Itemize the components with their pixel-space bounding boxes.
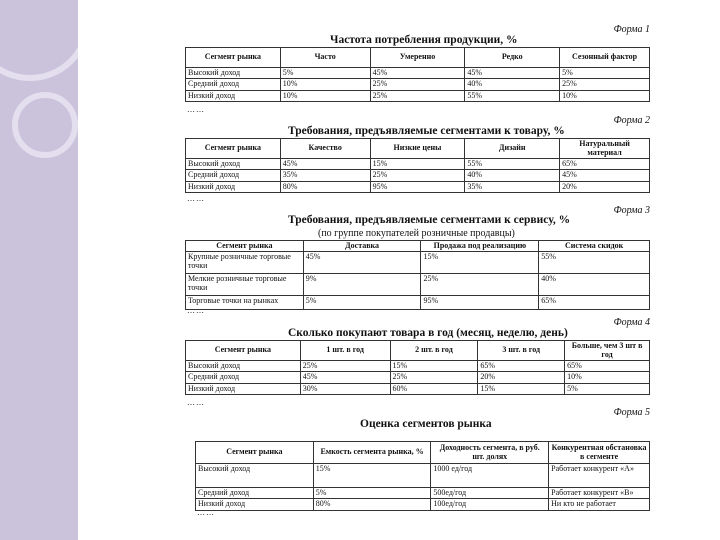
- table-cell: Низкий доход: [186, 90, 281, 101]
- table-cell: 20%: [478, 372, 565, 383]
- table-cell: Низкий доход: [186, 383, 301, 394]
- ellipsis: ……: [187, 194, 205, 203]
- table-cell: 55%: [465, 159, 560, 170]
- table-cell: 35%: [465, 181, 560, 192]
- ellipsis: ……: [197, 508, 215, 517]
- table-cell: Торговые точки на рынках: [186, 296, 304, 310]
- table-header-row: [196, 442, 650, 464]
- column-header: Сегмент рынка: [186, 241, 304, 252]
- column-header: Низкие цены: [370, 139, 465, 159]
- table-cell: Мелкие розничные торговые точки: [186, 274, 304, 296]
- table-row: [186, 170, 650, 181]
- column-header: Сезонный фактор: [560, 48, 650, 68]
- form-1-label: Форма 1: [613, 24, 650, 35]
- column-header: Система скидок: [539, 241, 650, 252]
- table-cell: 25%: [370, 170, 465, 181]
- table-row: [186, 274, 650, 296]
- table-header-row: [186, 341, 650, 361]
- table-cell: 65%: [565, 361, 650, 372]
- form-2-title: Требования, предъявляемые сегментами к товару, %: [288, 125, 565, 137]
- table-cell: Ни кто не работает: [549, 499, 650, 510]
- decorative-sidebar: [0, 0, 80, 540]
- table-cell: 40%: [465, 170, 560, 181]
- column-header: Доставка: [303, 241, 421, 252]
- table-row: [186, 252, 650, 274]
- table-cell: 15%: [313, 464, 431, 488]
- table-row: [196, 464, 650, 488]
- table-cell: 15%: [390, 361, 478, 372]
- table-cell: 65%: [539, 296, 650, 310]
- column-header: Качество: [280, 139, 370, 159]
- table-cell: 30%: [300, 383, 390, 394]
- table-cell: Высокий доход: [186, 361, 301, 372]
- form-2-table: [185, 138, 650, 193]
- table-cell: 95%: [370, 181, 465, 192]
- table-cell: 55%: [465, 90, 560, 101]
- table-cell: 500ед/год: [431, 488, 549, 499]
- column-header: Доходность сегмента, в руб. шт. долях: [431, 442, 549, 464]
- table-cell: Средний доход: [186, 79, 281, 90]
- form-3-title: Требования, предъявляемые сегментами к сервису, %: [288, 214, 571, 226]
- column-header: Больше, чем 3 шт в год: [565, 341, 650, 361]
- table-cell: 9%: [303, 274, 421, 296]
- table-cell: 45%: [300, 372, 390, 383]
- table-row: [186, 159, 650, 170]
- table-cell: Средний доход: [186, 372, 301, 383]
- column-header: 2 шт. в год: [390, 341, 478, 361]
- table-cell: Высокий доход: [196, 464, 314, 488]
- column-header: Емкость сегмента рынка, %: [313, 442, 431, 464]
- column-header: Умеренно: [370, 48, 465, 68]
- table-cell: 5%: [303, 296, 421, 310]
- table-cell: 15%: [478, 383, 565, 394]
- table-cell: 45%: [280, 159, 370, 170]
- table-cell: 65%: [478, 361, 565, 372]
- form-4-table: [185, 340, 650, 395]
- table-row: [186, 181, 650, 192]
- column-header: Сегмент рынка: [196, 442, 314, 464]
- table-cell: 80%: [280, 181, 370, 192]
- table-cell: 5%: [565, 383, 650, 394]
- table-cell: 45%: [370, 68, 465, 79]
- table-cell: 40%: [539, 274, 650, 296]
- table-cell: 65%: [560, 159, 650, 170]
- form-1-title: Частота потребления продукции, %: [330, 34, 518, 46]
- table-cell: 40%: [465, 79, 560, 90]
- table-cell: Высокий доход: [186, 68, 281, 79]
- table-cell: 25%: [370, 90, 465, 101]
- column-header: Сегмент рынка: [186, 48, 281, 68]
- column-header: Продажа под реализацию: [421, 241, 539, 252]
- ellipsis: ……: [187, 306, 205, 315]
- table-row: [186, 90, 650, 101]
- form-3-subtitle: (по группе покупателей розничные продавцы): [318, 228, 515, 239]
- table-cell: 60%: [390, 383, 478, 394]
- form-5-title: Оценка сегментов рынка: [360, 418, 492, 430]
- table-cell: Высокий доход: [186, 159, 281, 170]
- column-header: Дизайн: [465, 139, 560, 159]
- table-cell: 25%: [560, 79, 650, 90]
- form-5-label: Форма 5: [613, 407, 650, 418]
- table-header-row: [186, 48, 650, 68]
- table-cell: Средний доход: [196, 488, 314, 499]
- form-3-label: Форма 3: [613, 205, 650, 216]
- column-header: 1 шт. в год: [300, 341, 390, 361]
- form-4-label: Форма 4: [613, 317, 650, 328]
- form-3-table: [185, 240, 650, 310]
- form-2-label: Форма 2: [613, 115, 650, 126]
- table-row: [186, 372, 650, 383]
- table-cell: 20%: [560, 181, 650, 192]
- table-cell: 5%: [560, 68, 650, 79]
- table-cell: Работает конкурент «В»: [549, 488, 650, 499]
- table-cell: 10%: [280, 79, 370, 90]
- table-row: [186, 79, 650, 90]
- table-cell: Низкий доход: [186, 181, 281, 192]
- table-cell: 55%: [539, 252, 650, 274]
- table-cell: 1000 ед/год: [431, 464, 549, 488]
- decorative-circles: [0, 0, 80, 540]
- table-cell: 95%: [421, 296, 539, 310]
- table-cell: 10%: [565, 372, 650, 383]
- table-row: [196, 499, 650, 510]
- table-cell: Средний доход: [186, 170, 281, 181]
- table-cell: 10%: [560, 90, 650, 101]
- column-header: Часто: [280, 48, 370, 68]
- table-cell: 10%: [280, 90, 370, 101]
- column-header: 3 шт. в год: [478, 341, 565, 361]
- ellipsis: ……: [187, 105, 205, 114]
- form-5-table: [195, 441, 650, 511]
- table-row: [186, 296, 650, 310]
- table-cell: 100ед/год: [431, 499, 549, 510]
- table-cell: 35%: [280, 170, 370, 181]
- column-header: Натуральный материал: [560, 139, 650, 159]
- table-row: [186, 383, 650, 394]
- table-cell: 45%: [465, 68, 560, 79]
- table-cell: Крупные розничные торговые точки: [186, 252, 304, 274]
- table-row: [186, 68, 650, 79]
- table-cell: 15%: [370, 159, 465, 170]
- table-cell: 45%: [303, 252, 421, 274]
- table-cell: Низкий доход: [196, 499, 314, 510]
- table-header-row: [186, 241, 650, 252]
- form-4-title: Сколько покупают товара в год (месяц, неделю, день): [288, 327, 568, 339]
- table-row: [196, 488, 650, 499]
- table-cell: 25%: [421, 274, 539, 296]
- column-header: Редко: [465, 48, 560, 68]
- table-cell: 25%: [300, 361, 390, 372]
- table-cell: 15%: [421, 252, 539, 274]
- table-cell: 5%: [313, 488, 431, 499]
- table-cell: 5%: [280, 68, 370, 79]
- ellipsis: ……: [187, 398, 205, 407]
- column-header: Сегмент рынка: [186, 341, 301, 361]
- table-cell: Работает конкурент «А»: [549, 464, 650, 488]
- column-header: Сегмент рынка: [186, 139, 281, 159]
- table-cell: 45%: [560, 170, 650, 181]
- column-header: Конкурентная обстановка в сегменте: [549, 442, 650, 464]
- table-cell: 80%: [313, 499, 431, 510]
- table-cell: 25%: [370, 79, 465, 90]
- table-row: [186, 361, 650, 372]
- table-header-row: [186, 139, 650, 159]
- form-1-table: [185, 47, 650, 102]
- table-cell: 25%: [390, 372, 478, 383]
